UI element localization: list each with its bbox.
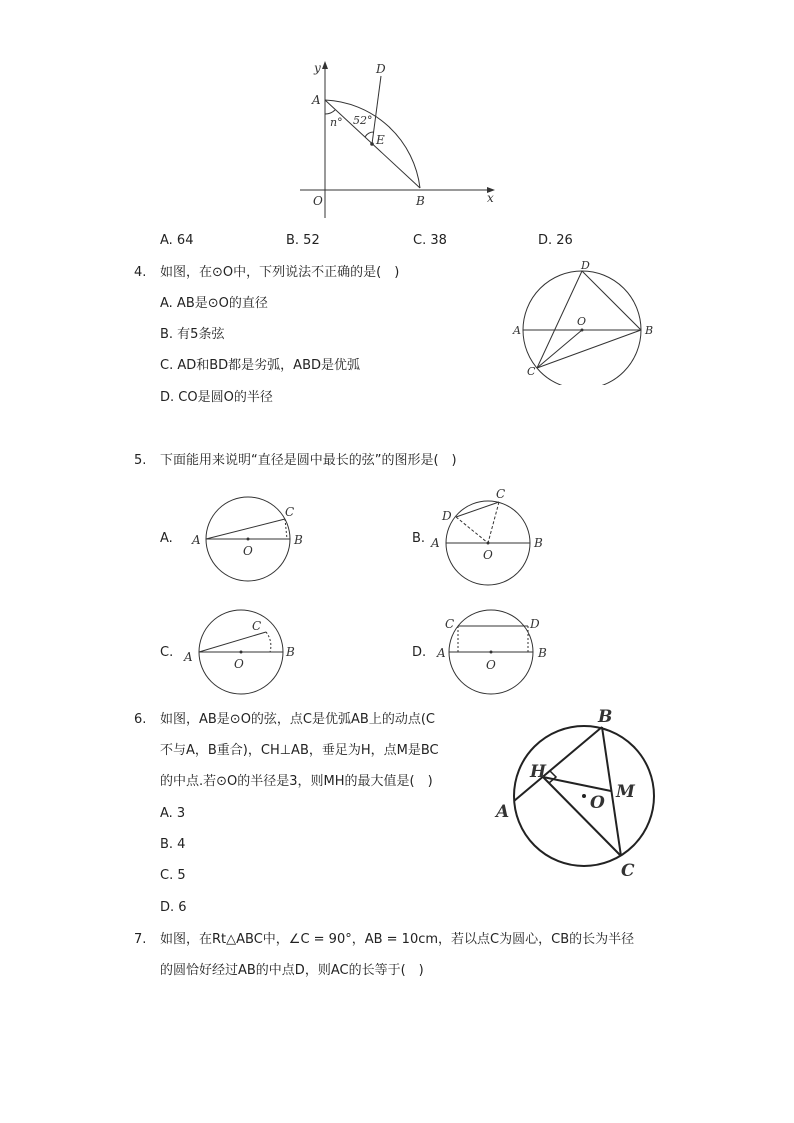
q5-option-d[interactable]: D. xyxy=(412,645,427,660)
q5d-label-C: C xyxy=(445,617,455,631)
q5d-label-A: A xyxy=(437,646,446,660)
q5-number: 5. xyxy=(134,453,147,468)
q5-figure-a xyxy=(180,492,310,587)
label-x: x xyxy=(487,191,494,205)
q5a-label-A: A xyxy=(192,533,201,547)
q6-label-H: H xyxy=(530,762,547,782)
point-E xyxy=(370,142,374,146)
q7-number: 7. xyxy=(134,932,147,947)
q6-figure xyxy=(490,700,670,885)
q5b-label-A: A xyxy=(431,536,440,550)
q5a-label-O: O xyxy=(243,544,253,558)
q5c-label-B: B xyxy=(286,645,295,659)
q5b-label-O: O xyxy=(483,548,493,562)
q4-option-a[interactable]: A. AB是⊙O的直径 xyxy=(160,296,268,311)
q5b-label-D: D xyxy=(442,509,452,523)
q3-figure xyxy=(290,58,510,223)
q4-point-O xyxy=(581,329,584,332)
q5d-label-O: O xyxy=(486,658,496,672)
q4-option-b[interactable]: B. 有5条弦 xyxy=(160,327,225,342)
q5a-label-C: C xyxy=(285,505,295,519)
q6-right-angle xyxy=(549,771,556,783)
y-arrow xyxy=(322,61,328,69)
q3-option-c[interactable]: C. 38 xyxy=(413,233,447,248)
q5c-label-O: O xyxy=(234,657,244,671)
q7-stem-line-1: 如图，在Rt△ABC中，∠C = 90°，AB = 10cm，若以点C为圆心，CB的长为半径 xyxy=(160,932,635,947)
q4-chord-CB xyxy=(537,330,641,368)
q4-label-D: D xyxy=(581,259,590,272)
q4-number: 4. xyxy=(134,265,147,280)
q5-figure-b xyxy=(425,484,560,589)
q5a-label-B: B xyxy=(294,533,303,547)
q3-option-a[interactable]: A. 64 xyxy=(160,233,194,248)
q4-option-c[interactable]: C. AD和BD都是劣弧，ABD是优弧 xyxy=(160,358,360,373)
q6-label-A: A xyxy=(496,802,510,822)
label-D: D xyxy=(376,62,386,76)
q3-option-d[interactable]: D. 26 xyxy=(538,233,573,248)
q6-stem-line-1: 如图，AB是⊙O的弦，点C是优弧AB上的动点(C xyxy=(160,712,435,727)
q5d-label-B: B xyxy=(538,646,547,660)
q4-label-C: C xyxy=(527,365,536,378)
q5b-label-B: B xyxy=(534,536,543,550)
q5b-label-C: C xyxy=(496,487,506,501)
label-O: O xyxy=(313,194,323,208)
label-y: y xyxy=(314,61,321,75)
label-A: A xyxy=(312,93,321,107)
q5-figure-d xyxy=(425,604,560,699)
q6-stem-line-2: 不与A，B重合)，CH⊥AB，垂足为H，点M是BC xyxy=(160,743,439,758)
q5-figure-c xyxy=(178,604,308,699)
q6-option-d[interactable]: D. 6 xyxy=(160,900,187,915)
q7-stem-line-2: 的圆恰好经过AB的中点D，则AC的长等于( ) xyxy=(160,963,424,978)
q6-option-c[interactable]: C. 5 xyxy=(160,868,186,883)
q5c-label-A: A xyxy=(184,650,193,664)
q6-point-O xyxy=(582,794,586,798)
q4-stem: 如图，在⊙O中，下列说法不正确的是( ) xyxy=(160,265,400,280)
q6-label-B: B xyxy=(598,707,613,727)
q6-label-O: O xyxy=(590,793,605,813)
q5-stem: 下面能用来说明“直径是圆中最长的弦”的图形是( ) xyxy=(160,453,457,468)
q5c-label-C: C xyxy=(252,619,262,633)
q4-option-d[interactable]: D. CO是圆O的半径 xyxy=(160,390,273,405)
q5-option-a[interactable]: A. xyxy=(160,531,173,546)
label-52: 52° xyxy=(353,114,373,127)
q6-chord-AB xyxy=(514,727,602,801)
label-E: E xyxy=(376,133,385,147)
q4-circle xyxy=(523,271,641,385)
q4-radius-CO xyxy=(537,330,582,368)
q5-option-c[interactable]: C. xyxy=(160,645,174,660)
q4-chord-DB xyxy=(582,271,641,330)
q6-stem-line-3: 的中点.若⊙O的半径是3，则MH的最大值是( ) xyxy=(160,774,433,789)
q5-option-b[interactable]: B. xyxy=(412,531,426,546)
q6-option-a[interactable]: A. 3 xyxy=(160,806,186,821)
q3-option-b[interactable]: B. 52 xyxy=(286,233,320,248)
q4-label-A: A xyxy=(513,324,521,337)
q6-option-b[interactable]: B. 4 xyxy=(160,837,186,852)
angle-n-arc xyxy=(325,110,335,114)
q4-label-O: O xyxy=(577,315,587,328)
q5d-label-D: D xyxy=(530,617,540,631)
q6-label-C: C xyxy=(621,861,635,881)
q4-figure xyxy=(505,255,665,385)
q4-label-B: B xyxy=(645,324,654,337)
label-n: n° xyxy=(330,116,343,129)
label-B: B xyxy=(416,194,425,208)
q6-label-M: M xyxy=(616,782,635,802)
q6-number: 6. xyxy=(134,712,147,727)
q6-segment-HC xyxy=(543,777,621,856)
